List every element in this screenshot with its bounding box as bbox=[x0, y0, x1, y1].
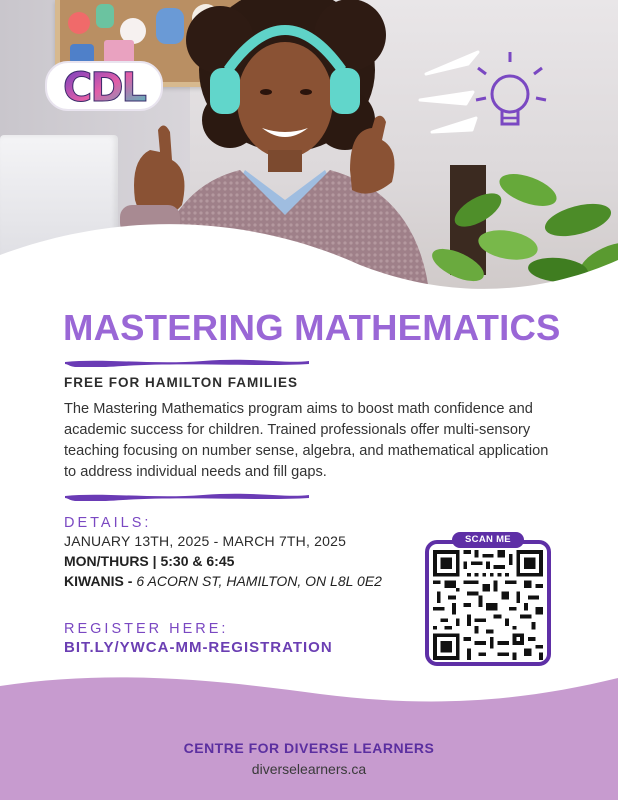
hero-photo bbox=[0, 0, 618, 300]
program-description: The Mastering Mathematics program aims to boost math confidence and academic success for children. Trained professionals offer multi-sensory teaching focusing on number sense, algebra, and mathematical application to address individual needs and fill gaps. bbox=[64, 401, 549, 480]
location-address: 6 ACORN ST, HAMILTON, ON L8L 0E2 bbox=[136, 573, 382, 589]
footer-band bbox=[0, 668, 618, 800]
page-title: MASTERING MATHEMATICS bbox=[63, 307, 561, 348]
program-schedule: MON/THURS | 5:30 & 6:45 bbox=[64, 553, 235, 569]
qr-code[interactable] bbox=[433, 550, 543, 660]
program-dates: JANUARY 13TH, 2025 - MARCH 7TH, 2025 bbox=[64, 533, 347, 549]
scan-me-label: SCAN ME bbox=[452, 532, 524, 548]
footer-organization: CENTRE FOR DIVERSE LEARNERS bbox=[183, 740, 435, 756]
subtitle: FREE FOR HAMILTON FAMILIES bbox=[64, 375, 298, 390]
register-heading: REGISTER HERE: bbox=[64, 621, 229, 637]
brush-divider bbox=[63, 491, 311, 501]
footer-website-link[interactable]: diverselearners.ca bbox=[251, 761, 367, 777]
program-location bbox=[64, 573, 382, 589]
registration-link[interactable]: BIT.LY/YWCA-MM-REGISTRATION bbox=[64, 639, 333, 656]
lightbulb-doodle-icon bbox=[418, 34, 558, 174]
details-heading: DETAILS: bbox=[64, 515, 152, 531]
cdl-logo bbox=[44, 58, 166, 114]
hero-wave bbox=[0, 200, 618, 300]
brush-divider bbox=[63, 357, 311, 367]
svg-text:CDL: CDL bbox=[62, 65, 146, 111]
location-name: KIWANIS - bbox=[64, 573, 133, 589]
